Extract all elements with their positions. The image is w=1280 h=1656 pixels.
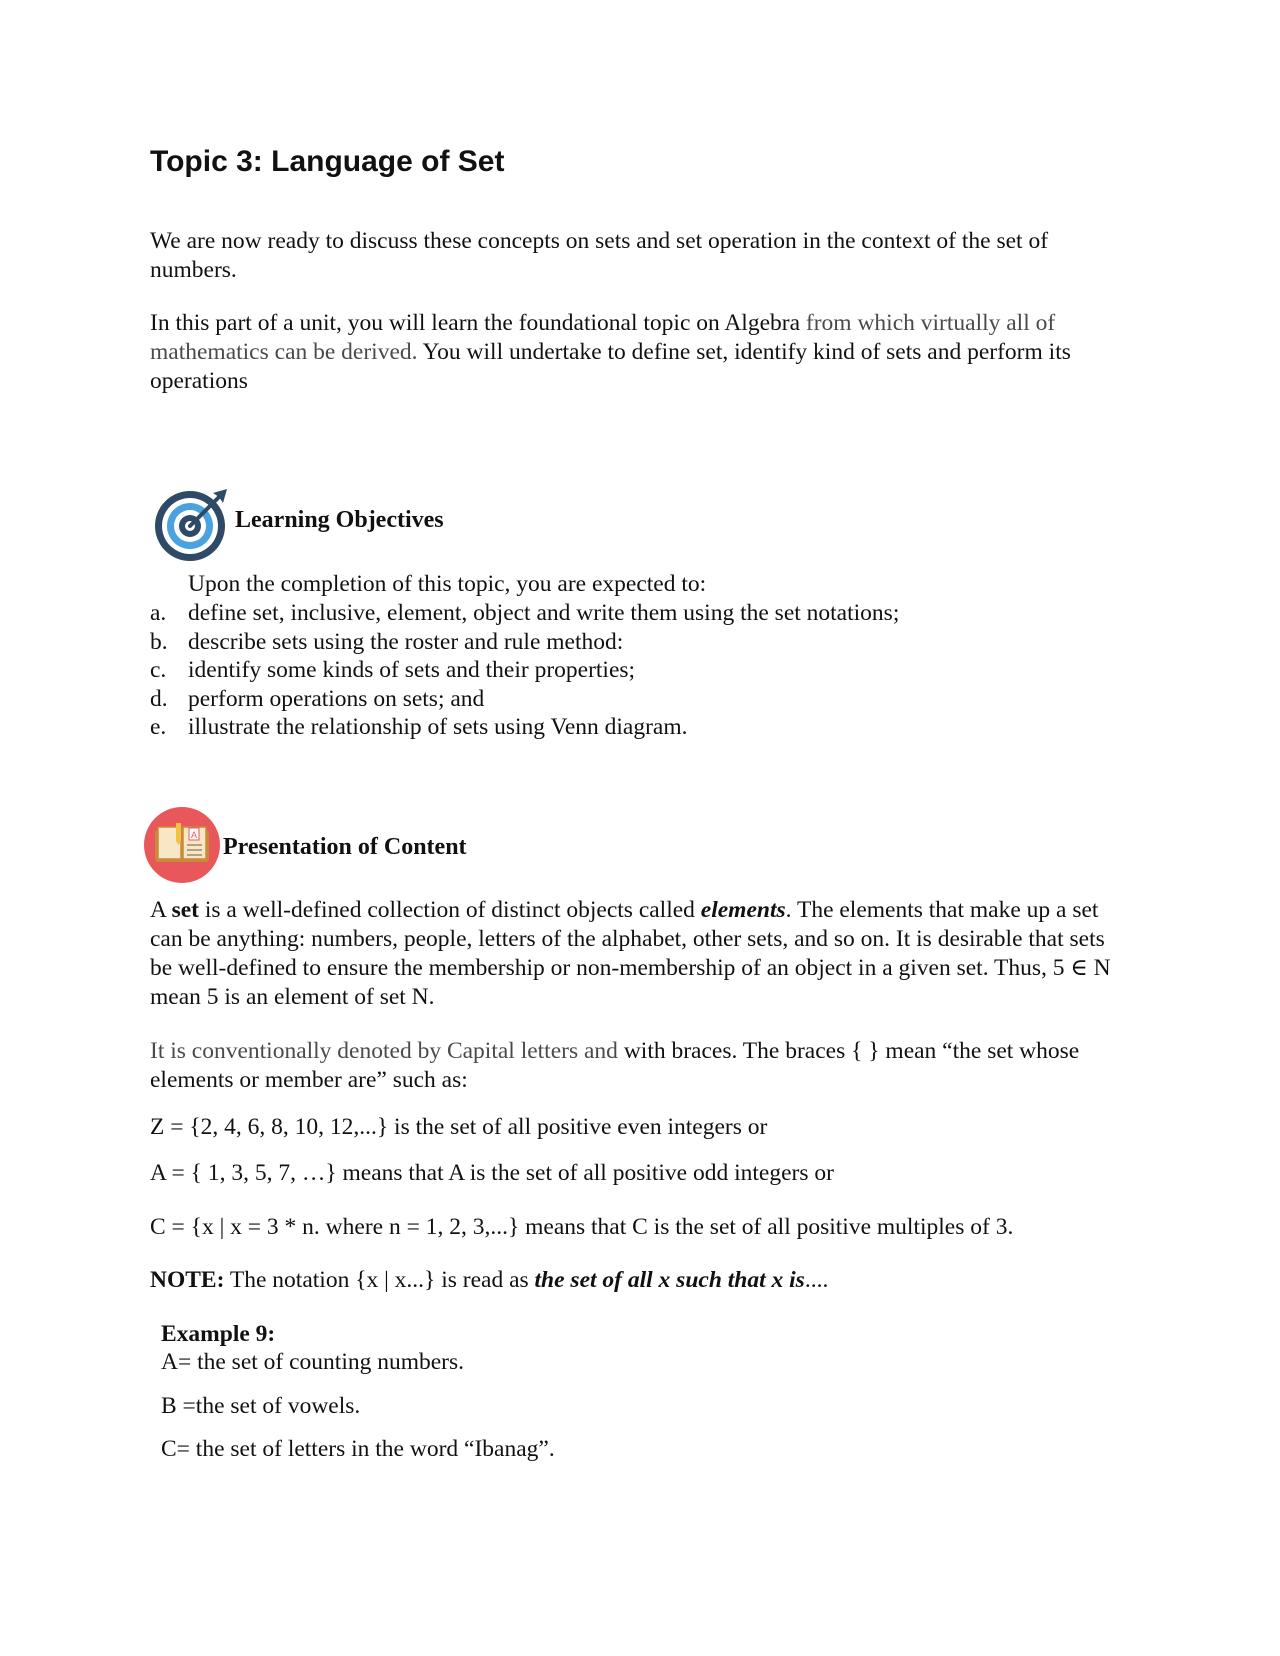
presentation-of-content-header (143, 806, 467, 889)
set-a-example: A = { 1, 3, 5, 7, …} means that A is the set of all positive odd integers or (150, 1160, 834, 1186)
objectives-intro: Upon the completion of this topic, you are expected to: (188, 571, 707, 597)
note-emphasis: the set of all x such that x is (534, 1267, 805, 1293)
example-line-1: A= the set of counting numbers. (161, 1349, 465, 1375)
note-line: NOTE: The notation {x | x...} is read as the set of all x such that x is.... (150, 1267, 829, 1293)
intro-p2-part-a: In this part of a unit, you will learn the foundational topic on Algebra (150, 310, 801, 336)
list-item: a. define set, inclusive, element, object and write them using the set notations; (150, 600, 900, 626)
intro-p2-part-b: from which virtually all of mathematics can be derived. (150, 310, 1056, 365)
book-icon-letter: A (190, 830, 198, 840)
list-item: c. identify some kinds of sets and their properties; (150, 657, 636, 683)
set-z-example: Z = {2, 4, 6, 8, 10, 12,...} is the set of all positive even integers or (150, 1114, 768, 1140)
list-item: e. illustrate the relationship of sets using Venn diagram. (150, 714, 688, 740)
intro-paragraph-1: We are now ready to discuss these concepts on sets and set operation in the context of the set of numbers. (150, 228, 1049, 283)
book-icon (143, 806, 221, 889)
notation-paragraph: It is conventionally denoted by Capital letters and with braces. The braces { } mean “the set whose elements or member are” such as: (150, 1038, 1080, 1093)
term-elements: elements (700, 897, 786, 923)
presentation-of-content-heading: Presentation of Content (223, 834, 467, 860)
target-icon (153, 485, 231, 568)
term-set: set (171, 897, 199, 923)
list-item: b. describe sets using the roster and rule method: (150, 628, 624, 655)
note-label: NOTE: (150, 1267, 225, 1293)
example-line-2: B =the set of vowels. (161, 1393, 361, 1419)
set-definition-paragraph: A set is a well-defined collection of distinct objects called elements. The elements that make up a set can be anything: numbers, people, letters of the alphabet, other sets, and so on. It is desirable that sets be well-defined to ensure the membership or non-membership of an object in a given set. Thus, 5 ∈ N mean 5 is an element of set N. (150, 897, 1111, 1010)
learning-objectives-header (153, 485, 444, 568)
example-title: Example 9: (161, 1321, 276, 1347)
list-item: d. perform operations on sets; and (150, 685, 485, 712)
intro-paragraph-2 (150, 309, 1130, 396)
example-line-3: C= the set of letters in the word “Ibanag”. (161, 1436, 555, 1462)
intro-p2-part-c: You will undertake to define set, identify kind of sets and perform its operations (150, 339, 1071, 394)
page-title: Topic 3: Language of Set (150, 145, 505, 178)
learning-objectives-heading: Learning Objectives (235, 507, 444, 533)
objectives-list (150, 599, 899, 742)
set-c-example: C = {x | x = 3 * n. where n = 1, 2, 3,...} means that C is the set of all positive multiples of 3. (150, 1214, 1014, 1240)
